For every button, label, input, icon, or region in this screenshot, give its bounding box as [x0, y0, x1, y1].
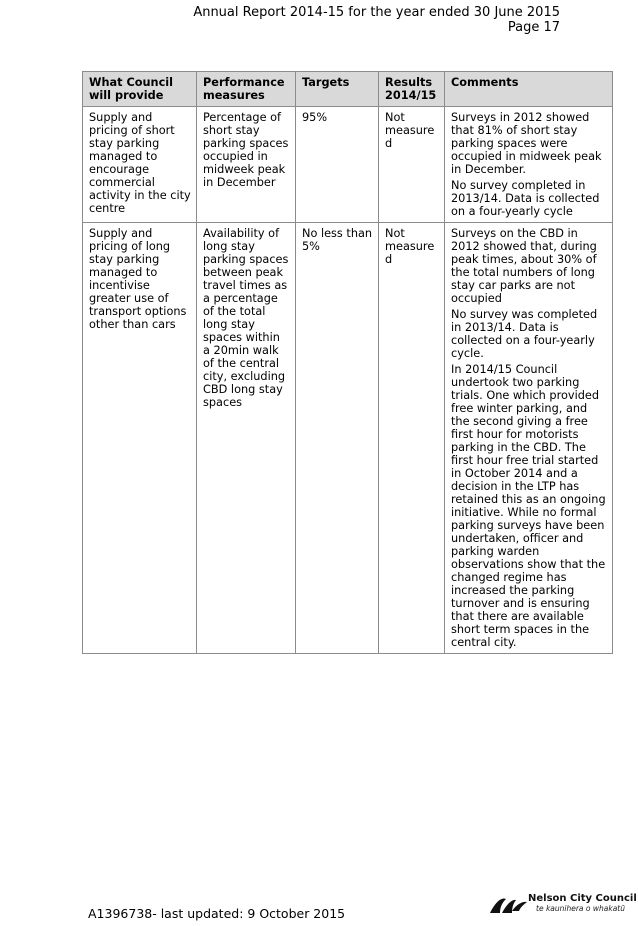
cell-comments — [445, 107, 613, 223]
comment-paragraph: In 2014/15 Council undertook two parking trials. One which provided free winter parking, and the second giving a free first hour for motorists parking in the CBD. The first hour free trial started in October 2014 and a decision in the LTP has retained this as an ongoing initiative. While no formal parking surveys have been undertaken, officer and parking warden observations show that the changed regime has increased the parking turnover and is ensuring that there are available short term spaces in the central city. — [451, 363, 606, 649]
table-row — [83, 223, 613, 654]
column-header-measures: Performance measures — [197, 72, 296, 107]
logo-name: Nelson City Council — [528, 893, 637, 904]
cell-measure: Availability of long stay parking spaces between peak travel times as a percentage of the total long stay spaces within a 20min walk of the central city, excluding CBD long stay spaces — [197, 223, 296, 654]
table-row — [83, 107, 613, 223]
cell-target: No less than 5% — [296, 223, 379, 654]
cell-provide: Supply and pricing of short stay parking managed to encourage commercial activity in the city centre — [83, 107, 197, 223]
page-number: Page 17 — [507, 20, 560, 35]
cell-measure: Percentage of short stay parking spaces occupied in midweek peak in December — [197, 107, 296, 223]
logo-tagline: te kaunihera o whakatū — [536, 904, 625, 913]
comment-paragraph: Surveys in 2012 showed that 81% of short stay parking spaces were occupied in midweek peak in December. — [451, 111, 602, 176]
comment-paragraph: Surveys on the CBD in 2012 showed that, during peak times, about 30% of the total numbers of long stay car parks are not occupied — [451, 227, 597, 305]
table-header-row — [83, 72, 613, 107]
performance-table — [82, 71, 613, 654]
nelson-city-council-logo-icon — [488, 893, 528, 917]
page-header — [193, 5, 560, 35]
report-title: Annual Report 2014-15 for the year ended 30 June 2015 — [193, 5, 560, 20]
comment-paragraph: No survey was completed in 2013/14. Data is collected on a four-yearly cycle. — [451, 308, 598, 360]
cell-result: Not measured — [379, 107, 445, 223]
comment-paragraph: No survey completed in 2013/14. Data is collected on a four-yearly cycle — [451, 179, 600, 218]
document-reference: A1396738- last updated: 9 October 2015 — [88, 906, 346, 921]
cell-provide: Supply and pricing of long stay parking managed to incentivise greater use of transport options other than cars — [83, 223, 197, 654]
council-logo — [488, 891, 637, 919]
column-header-targets: Targets — [296, 72, 379, 107]
column-header-comments: Comments — [445, 72, 613, 107]
column-header-results: Results 2014/15 — [379, 72, 445, 107]
column-header-provide: What Council will provide — [83, 72, 197, 107]
cell-result: Not measured — [379, 223, 445, 654]
cell-comments — [445, 223, 613, 654]
cell-target: 95% — [296, 107, 379, 223]
